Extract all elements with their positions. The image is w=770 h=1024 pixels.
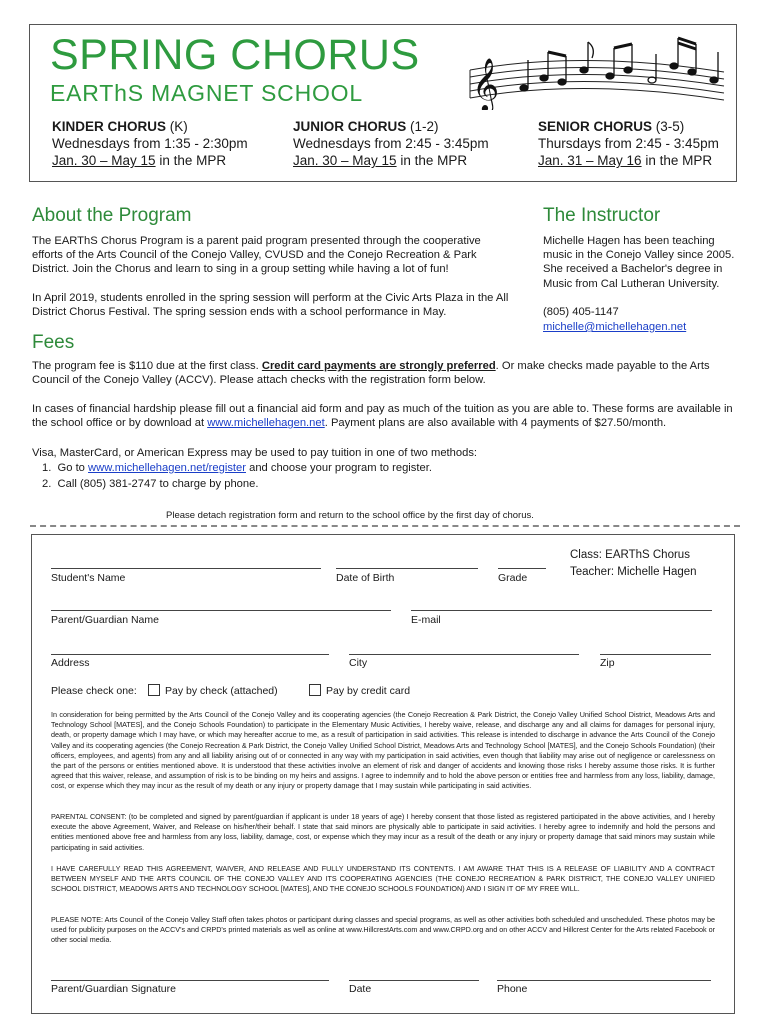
parental-consent-text: PARENTAL CONSENT: (to be completed and signed by parent/guardian if applicant is under 18 years of age) I hereby consent that those listed as registered participated in the above activities, and I hereby execute the above Agreement, Waiver, and Release on his/her/their behalf. I state that said minors are physically able to participate in said activities. I hereby agree to indemnify and hold the persons and entities mentioned above free and harmless from any loss, liability, damage, cost, or expense which they may incur as a result of the death or any injury or property damage that said minors may sustain while participating in said activities. xyxy=(51,812,715,852)
parent-name-field[interactable] xyxy=(51,610,391,611)
payment-method-2: 2. Call (805) 381-2747 to charge by phone. xyxy=(42,478,259,490)
method-text: Go to xyxy=(57,462,89,474)
chorus-name: KINDER CHORUS xyxy=(52,119,167,134)
waiver-text: In consideration for being permitted by the Arts Council of the Conejo Valley and its cooperating agencies (the Conejo Recreation & Park District, the Conejo Valley Unified School District, Meadows Arts and Technology School [MATES], and the Conejo Schools Foundation) to participate in the Elementary Music Activities, I hereby waive, release, and discharge any and all claims for damages for personal injury, death, or property damage which I may have, or which may hereafter accrue to me, as a result of participation in said activities. This release is intended to discharge in advance the Arts Council of the Conejo Valley and its cooperating agencies (the Conejo Recreation & Park District, the Conejo Valley Unified School District, Meadows Arts and Technology School [MATES], and the Conejo Schools Foundation) (their officers, employees, and agents) from any and all liability arising out of or connected in any way with my participation in said activities, even though that liability may arise out of negligence or carelessness on the part of the persons or entities mentioned above. It is understood that these activities involve an element of risk and danger of accidents and knowing those risks I hereby assume those risks. It is further agreed that this waiver, release, and assumption of risk is to be binding on my heirs and assigns. I agree to indemnify and to hold the above person or entities free and harmless from any loss, liability, damage, cost, or expense which they may incur as the result of my death or any injury or property damage that I may sustain while participating in said activities. xyxy=(51,710,715,791)
fees-text: The program fee is $110 due at the first class. xyxy=(32,360,262,372)
chorus-schedule: Thursdays from 2:45 - 3:45pm xyxy=(538,136,719,151)
method-text: and choose your program to register. xyxy=(245,462,432,474)
chorus-dates: Jan. 31 – May 16 xyxy=(538,153,642,168)
svg-text:𝄞: 𝄞 xyxy=(472,57,500,110)
email-label: E-mail xyxy=(411,614,441,626)
student-name-field[interactable] xyxy=(51,568,321,569)
zip-field[interactable] xyxy=(600,654,711,655)
fees-text: . Payment plans are also available with 4 payments of $27.50/month. xyxy=(324,417,667,430)
student-name-label: Student's Name xyxy=(51,572,126,584)
pay-by-card-label: Pay by credit card xyxy=(326,685,411,697)
address-field[interactable] xyxy=(51,654,329,655)
phone-label: Phone xyxy=(497,983,528,995)
register-link[interactable]: www.michellehagen.net/register xyxy=(88,462,246,474)
chorus-schedule: Wednesdays from 1:35 - 2:30pm xyxy=(52,136,248,151)
instructor-bio: Michelle Hagen has been teaching music in the Conejo Valley since 2005. She received a Bachelor's degree in Music from Cal Lutheran University. xyxy=(543,235,735,290)
chorus-grades: (K) xyxy=(169,119,188,134)
detach-line xyxy=(30,525,740,527)
method-text: Call (805) 381-2747 to charge by phone. xyxy=(57,478,259,490)
chorus-name: JUNIOR CHORUS xyxy=(293,119,407,134)
dob-label: Date of Birth xyxy=(336,572,395,584)
fees-paragraph-2 xyxy=(32,402,738,430)
fees-paragraph-3: Visa, MasterCard, or American Express may be used to pay tuition in one of two methods: xyxy=(32,447,478,459)
instructor-phone: (805) 405-1147 xyxy=(543,306,619,318)
address-label: Address xyxy=(51,657,90,669)
chorus-grades: (1-2) xyxy=(410,119,439,134)
chorus-location: in the MPR xyxy=(155,153,227,168)
class-info xyxy=(570,547,697,581)
fees-paragraph-1 xyxy=(32,359,738,387)
pay-by-check-checkbox[interactable] xyxy=(148,684,160,696)
fees-credit-preferred: Credit card payments are strongly preferred xyxy=(261,360,496,372)
fees-heading: Fees xyxy=(32,332,75,353)
michellehagen-link[interactable]: www.michellehagen.net xyxy=(207,417,325,430)
chorus-grades: (3-5) xyxy=(655,119,685,134)
photo-note-text: PLEASE NOTE: Arts Council of the Conejo Valley Staff often takes photos or participant during classes and special programs, as well as other activities both scheduled and unscheduled. These photos may be used for publicity purposes on the ACCV's and CRPD's printed materials as well as online at www.HillcrestArts.com and www.CRPD.org and on other ACCV and Hillcrest Center for the Arts related Facebook or other social media. xyxy=(51,915,715,945)
pay-by-check-label: Pay by check (attached) xyxy=(165,685,278,697)
pay-by-card-checkbox[interactable] xyxy=(309,684,321,696)
detach-note: Please detach registration form and return to the school office by the first day of chorus. xyxy=(166,510,534,521)
fees-text: . Or make checks made payable to the Arts Council of the Conejo Valley (ACCV). Please attach checks with the registration form below. xyxy=(32,360,710,387)
date-field[interactable] xyxy=(349,980,479,981)
chorus-name: SENIOR CHORUS xyxy=(538,119,653,134)
email-field[interactable] xyxy=(411,610,712,611)
kinder-chorus-info xyxy=(52,118,248,169)
class-label: Class: EARThS Chorus xyxy=(570,549,690,561)
chorus-dates: Jan. 30 – May 15 xyxy=(293,153,397,168)
parent-name-label: Parent/Guardian Name xyxy=(51,614,159,626)
signature-label: Parent/Guardian Signature xyxy=(51,983,176,995)
page-subtitle: EARThS MAGNET SCHOOL xyxy=(50,80,363,106)
fees-text: In cases of financial hardship please fill out a financial aid form and pay as much of the tuition as you are able to. These forms are available in the school office or by download at xyxy=(32,403,733,430)
date-label: Date xyxy=(349,983,372,995)
junior-chorus-info xyxy=(293,118,489,169)
chorus-location: in the MPR xyxy=(396,153,468,168)
dob-field[interactable] xyxy=(336,568,478,569)
instructor-email-link[interactable]: michelle@michellehagen.net xyxy=(543,321,687,333)
about-paragraph-1: The EARThS Chorus Program is a parent paid program presented through the cooperative efforts of the Arts Council of the Conejo Valley, CVUSD and the Conejo Recreation & Park District. Join the Chorus and learn to sing in a group setting while having a lot of fun! xyxy=(32,235,481,276)
about-heading: About the Program xyxy=(32,205,192,226)
page-title: SPRING CHORUS xyxy=(50,31,420,79)
chorus-location: in the MPR xyxy=(641,153,713,168)
grade-field[interactable] xyxy=(498,568,546,569)
payment-method-1: 1. Go to www.michellehagen.net/register and choose your program to register. xyxy=(42,462,432,474)
chorus-dates: Jan. 30 – May 15 xyxy=(52,153,156,168)
signature-field[interactable] xyxy=(51,980,329,981)
zip-label: Zip xyxy=(600,657,615,669)
city-label: City xyxy=(349,657,368,669)
chorus-schedule: Wednesdays from 2:45 - 3:45pm xyxy=(293,136,489,151)
grade-label: Grade xyxy=(498,572,528,584)
instructor-heading: The Instructor xyxy=(543,205,661,226)
about-paragraph-2: In April 2019, students enrolled in the spring session will perform at the Civic Arts Plaza in the All District Chorus Festival. The spring session ends with a school performance in May. xyxy=(32,292,509,319)
teacher-label: Teacher: Michelle Hagen xyxy=(570,566,697,578)
music-notes-icon xyxy=(462,30,732,110)
acknowledgement-text: I HAVE CAREFULLY READ THIS AGREEMENT, WAIVER, AND RELEASE AND FULLY UNDERSTAND ITS CONTENTS. I AM AWARE THAT THIS IS A RELEASE OF LIABILITY AND A CONTRACT BETWEEN MYSELF AND THE ARTS COUNCIL OF THE CONEJO VALLEY AND ITS COOPERATING AGENCIES (THE CONEJO RECREATION & PARK DISTRICT, THE CONEJO VALLEY UNIFIED SCHOOL DISTRICT, MEADOWS ARTS AND TECHNOLOGY SCHOOL [MATES], AND THE CONEJO SCHOOLS FOUNDATION) AND I SIGN IT OF MY FREE WILL. xyxy=(51,864,715,894)
city-field[interactable] xyxy=(349,654,579,655)
senior-chorus-info xyxy=(538,118,719,169)
phone-field[interactable] xyxy=(497,980,711,981)
check-one-label: Please check one: xyxy=(51,685,137,697)
